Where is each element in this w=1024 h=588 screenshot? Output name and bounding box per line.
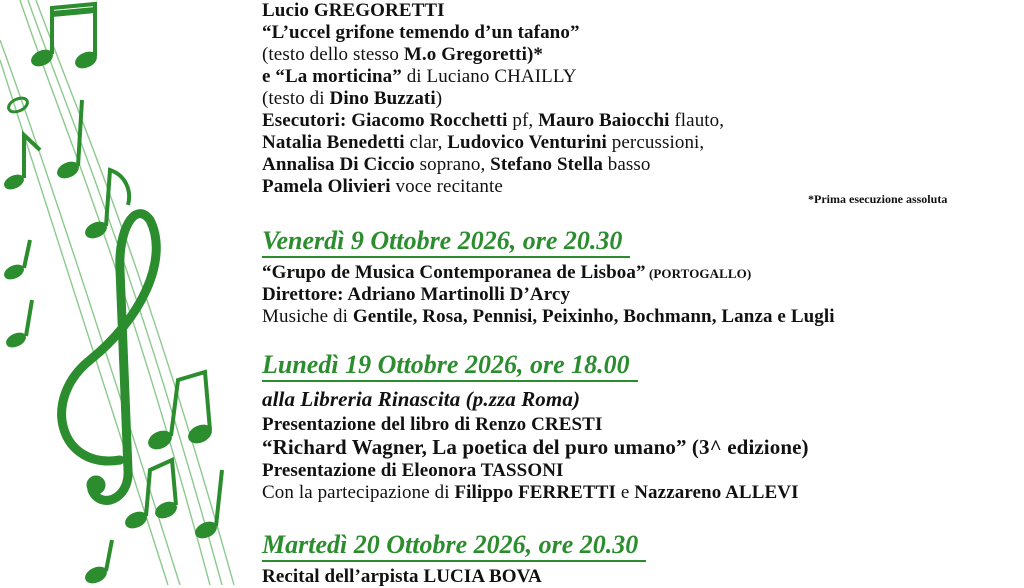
performers-line-4: Pamela Olivieri voce recitante	[262, 176, 503, 197]
event-date-2: Lunedì 19 Ottobre 2026, ore 18.00	[262, 350, 638, 382]
text-credit-1: (testo dello stesso M.o Gregoretti)*	[262, 44, 543, 65]
performers-line-2: Natalia Benedetti clar, Ludovico Venturini percussioni,	[262, 132, 705, 153]
music-notes-treble-clef-icon	[0, 0, 240, 585]
text-credit-2: (testo di Dino Buzzati)	[262, 88, 443, 109]
recital-line: Recital dell’arpista LUCIA BOVA	[262, 566, 542, 587]
performers-line-3: Annalisa Di Ciccio soprano, Stefano Stella basso	[262, 154, 651, 175]
event-date-1: Venerdì 9 Ottobre 2026, ore 20.30	[262, 226, 630, 258]
event-date-3: Martedì 20 Ottobre 2026, ore 20.30	[262, 530, 646, 562]
venue-line: alla Libreria Rinascita (p.zza Roma)	[262, 387, 581, 411]
presenter-line: Presentazione di Eleonora TASSONI	[262, 460, 564, 481]
conductor-line: Direttore: Adriano Martinolli D’Arcy	[262, 284, 571, 305]
work-title-1: “L’uccel grifone temendo d’un tafano”	[262, 22, 580, 43]
footnote: *Prima esecuzione assoluta	[808, 192, 948, 206]
composer-line: Lucio GREGORETTI	[262, 0, 445, 21]
work-title-2: e “La morticina” di Luciano CHAILLY	[262, 66, 577, 87]
performers-line-1: Esecutori: Giacomo Rocchetti pf, Mauro Baiocchi flauto,	[262, 110, 725, 131]
book-intro-line: Presentazione del libro di Renzo CRESTI	[262, 414, 603, 435]
participants-line: Con la partecipazione di Filippo FERRETTI e Nazzareno ALLEVI	[262, 482, 799, 503]
book-title-line: “Richard Wagner, La poetica del puro umano” (3^ edizione)	[262, 435, 809, 459]
music-line: Musiche di Gentile, Rosa, Pennisi, Peixinho, Bochmann, Lanza e Lugli	[262, 306, 835, 327]
ensemble-line: “Grupo de Musica Contemporanea de Lisboa” (PORTOGALLO)	[262, 262, 752, 283]
